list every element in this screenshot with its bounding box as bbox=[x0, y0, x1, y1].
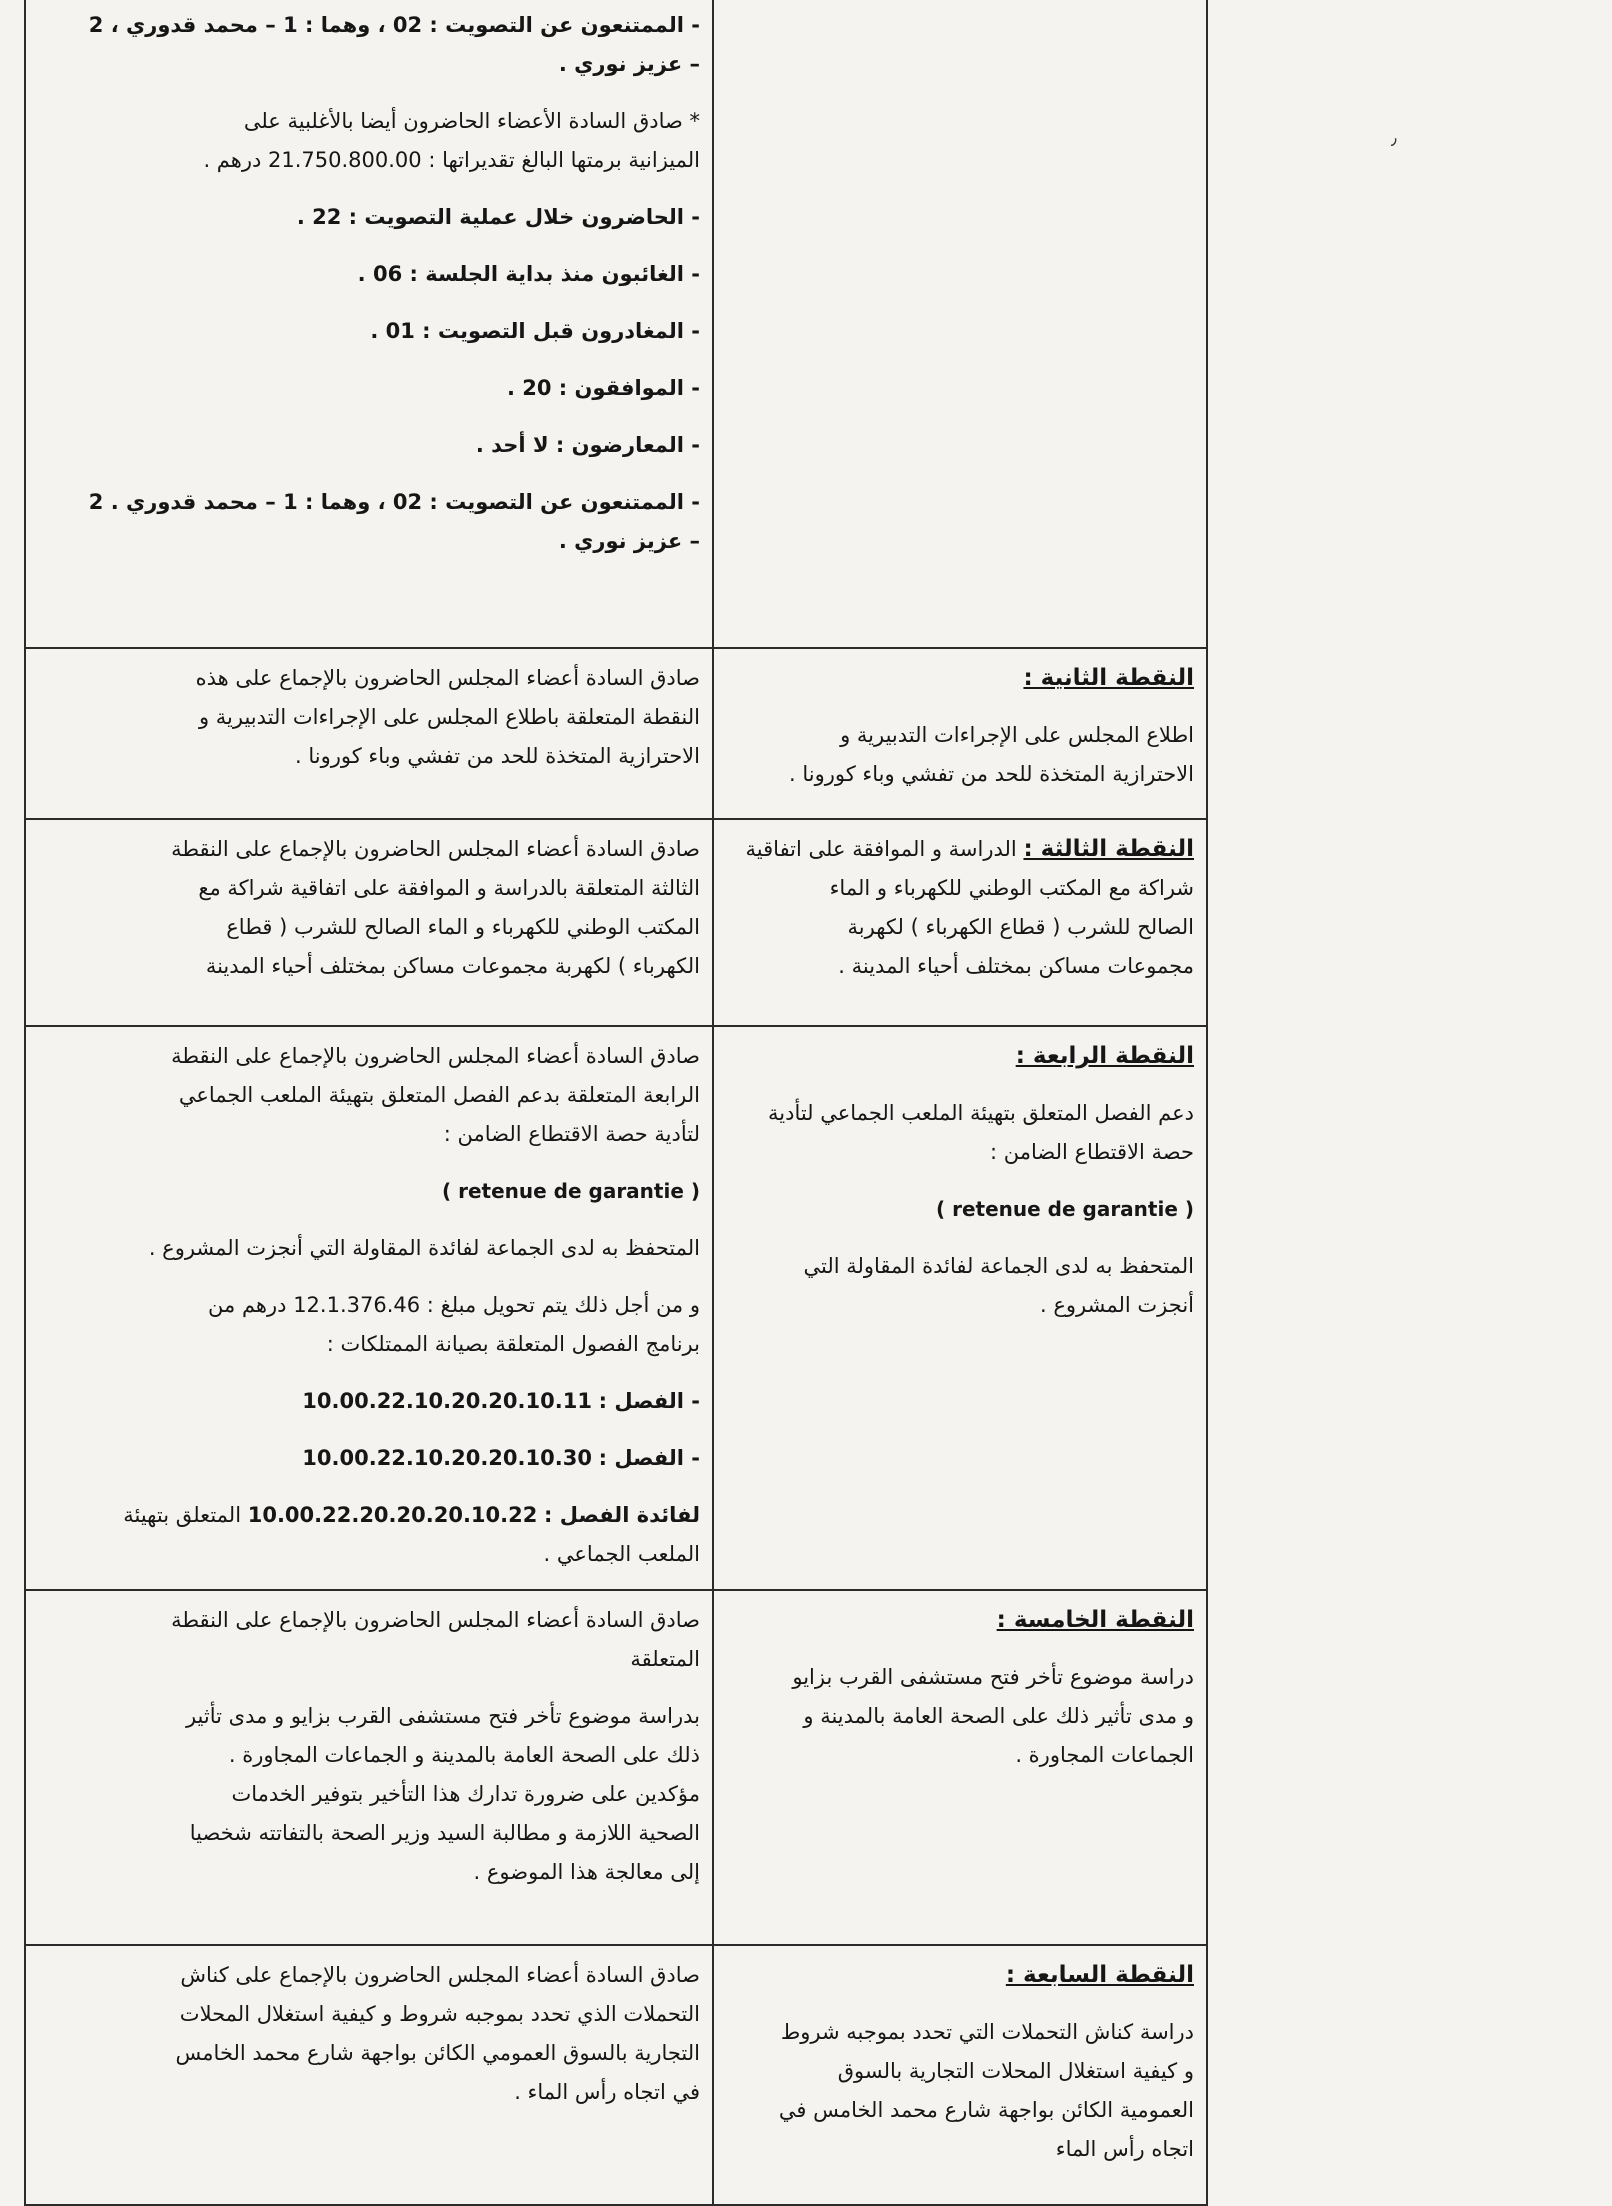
decision-cell bbox=[25, 1590, 713, 1945]
decision-line: - الغائبون منذ بداية الجلسة : 06 . bbox=[357, 262, 700, 286]
decision-line: برنامج الفصول المتعلقة بصيانة الممتلكات : bbox=[326, 1332, 700, 1356]
french-term: ( retenue de garantie ) bbox=[936, 1197, 1194, 1221]
decision-line: إلى معالجة هذا الموضوع . bbox=[473, 1860, 700, 1884]
decision-line: – عزيز نوري . bbox=[558, 529, 700, 553]
decision-line: التحملات الذي تحدد بموجبه شروط و كيفية استغلال المحلات bbox=[179, 2002, 700, 2026]
benefit-label: لفائدة الفصل : bbox=[544, 1503, 700, 1527]
decision-line: * صادق السادة الأعضاء الحاضرون أيضا بالأغلبية على bbox=[243, 109, 700, 133]
point-line: و مدى تأثير ذلك على الصحة العامة بالمدينة و bbox=[803, 1704, 1194, 1728]
decision-line: بدراسة موضوع تأخر فتح مستشفى القرب بزايو و مدى تأثير bbox=[185, 1704, 700, 1728]
table-row bbox=[25, 1945, 1207, 2205]
point-line: حصة الاقتطاع الضامن : bbox=[990, 1140, 1194, 1164]
point-line: مجموعات مساكن بمختلف أحياء المدينة . bbox=[838, 954, 1194, 978]
table-row bbox=[25, 648, 1207, 819]
decision-line: و من أجل ذلك يتم تحويل مبلغ : 12.1.376.46 درهم من bbox=[208, 1293, 700, 1317]
decision-cell bbox=[25, 1945, 713, 2205]
point-line: أنجزت المشروع . bbox=[1040, 1293, 1194, 1317]
decision-line: - الحاضرون خلال عملية التصويت : 22 . bbox=[296, 205, 700, 229]
chapter-label: - الفصل : bbox=[598, 1446, 700, 1470]
chapter-label: - الفصل : bbox=[598, 1389, 700, 1413]
table-row bbox=[25, 1026, 1207, 1590]
point-cell bbox=[713, 0, 1207, 648]
point-line: شراكة مع المكتب الوطني للكهرباء و الماء bbox=[829, 876, 1194, 900]
decision-cell bbox=[25, 819, 713, 1026]
decision-line: مؤكدين على ضرورة تدارك هذا التأخير بتوفير الخدمات bbox=[231, 1782, 700, 1806]
decision-line: - الممتنعون عن التصويت : 02 ، وهما : 1 – محمد قدوري . 2 bbox=[88, 490, 700, 514]
chapter-code: 10.00.22.10.20.20.10.11 bbox=[302, 1389, 592, 1413]
point-title: النقطة الثانية : bbox=[1023, 665, 1194, 691]
point-line: دراسة موضوع تأخر فتح مستشفى القرب بزايو bbox=[792, 1665, 1194, 1689]
decision-line: الثالثة المتعلقة بالدراسة و الموافقة على اتفاقية شراكة مع bbox=[198, 876, 700, 900]
decision-line: - الموافقون : 20 . bbox=[506, 376, 700, 400]
point-line: الدراسة و الموافقة على اتفاقية bbox=[745, 837, 1017, 861]
decision-line: التجارية بالسوق العمومي الكائن بواجهة شارع محمد الخامس bbox=[175, 2041, 700, 2065]
point-title: النقطة الرابعة : bbox=[1015, 1043, 1194, 1069]
french-term: ( retenue de garantie ) bbox=[442, 1179, 700, 1203]
decision-line: الملعب الجماعي . bbox=[543, 1542, 700, 1566]
decision-line: ذلك على الصحة العامة بالمدينة و الجماعات المجاورة . bbox=[228, 1743, 700, 1767]
point-line: دراسة كناش التحملات التي تحدد بموجبه شروط bbox=[780, 2020, 1194, 2044]
point-cell bbox=[713, 1026, 1207, 1590]
chapter-code: 10.00.22.10.20.20.10.30 bbox=[302, 1446, 592, 1470]
point-title: النقطة الخامسة : bbox=[996, 1607, 1194, 1633]
decision-line: صادق السادة أعضاء المجلس الحاضرون بالإجماع على النقطة bbox=[171, 1044, 700, 1068]
decision-line: الكهرباء ) لكهربة مجموعات مساكن بمختلف أحياء المدينة bbox=[205, 954, 700, 978]
decision-line: – عزيز نوري . bbox=[558, 52, 700, 76]
point-line: الصالح للشرب ( قطاع الكهرباء ) لكهربة bbox=[847, 915, 1194, 939]
point-title: النقطة الثالثة : bbox=[1023, 836, 1194, 862]
point-line: دعم الفصل المتعلق بتهيئة الملعب الجماعي لتأدية bbox=[767, 1101, 1194, 1125]
table-row bbox=[25, 0, 1207, 648]
point-line: الاحترازية المتخذة للحد من تفشي وباء كورونا . bbox=[789, 762, 1194, 786]
point-line: الجماعات المجاورة . bbox=[1015, 1743, 1194, 1767]
decision-line: المكتب الوطني للكهرباء و الماء الصالح للشرب ( قطاع bbox=[226, 915, 700, 939]
point-cell bbox=[713, 1945, 1207, 2205]
minutes-table bbox=[24, 0, 1208, 2206]
decision-line: صادق السادة أعضاء المجلس الحاضرون بالإجماع على هذه bbox=[195, 666, 700, 690]
point-line: المتحفظ به لدى الجماعة لفائدة المقاولة التي bbox=[803, 1254, 1194, 1278]
decision-line: المتعلق بتهيئة bbox=[123, 1503, 242, 1527]
point-line: و كيفية استغلال المحلات التجارية بالسوق bbox=[837, 2059, 1194, 2083]
decision-line: الرابعة المتعلقة بدعم الفصل المتعلق بتهيئة الملعب الجماعي bbox=[178, 1083, 700, 1107]
decision-line: المتعلقة bbox=[630, 1647, 700, 1671]
decision-line: الميزانية برمتها البالغ تقديراتها : 21.750.800.00 درهم . bbox=[203, 148, 700, 172]
decision-line: الاحترازية المتخذة للحد من تفشي وباء كورونا . bbox=[295, 744, 700, 768]
point-line: اطلاع المجلس على الإجراءات التدبيرية و bbox=[840, 723, 1194, 747]
decision-line: المتحفظ به لدى الجماعة لفائدة المقاولة التي أنجزت المشروع . bbox=[148, 1236, 700, 1260]
point-title: النقطة السابعة : bbox=[1005, 1962, 1194, 1988]
decision-cell bbox=[25, 1026, 713, 1590]
decision-line: لتأدية حصة الاقتطاع الضامن : bbox=[443, 1122, 700, 1146]
decision-line: صادق السادة أعضاء المجلس الحاضرون بالإجماع على كناش bbox=[180, 1963, 700, 1987]
point-line: اتجاه رأس الماء bbox=[1055, 2137, 1194, 2161]
decision-line: النقطة المتعلقة باطلاع المجلس على الإجراءات التدبيرية و bbox=[198, 705, 700, 729]
decision-line: الصحية اللازمة و مطالبة السيد وزير الصحة بالتفاتته شخصيا bbox=[189, 1821, 700, 1845]
point-line: العمومية الكائن بواجهة شارع محمد الخامس في bbox=[778, 2098, 1194, 2122]
point-cell bbox=[713, 1590, 1207, 1945]
decision-line: في اتجاه رأس الماء . bbox=[514, 2080, 700, 2104]
decision-cell bbox=[25, 648, 713, 819]
decision-line: - المغادرون قبل التصويت : 01 . bbox=[370, 319, 700, 343]
benefit-code: 10.00.22.20.20.20.10.22 bbox=[247, 1503, 538, 1527]
decision-line: صادق السادة أعضاء المجلس الحاضرون بالإجماع على النقطة bbox=[171, 1608, 700, 1632]
table-row bbox=[25, 819, 1207, 1026]
decision-line: - المعارضون : لا أحد . bbox=[475, 433, 700, 457]
point-cell bbox=[713, 819, 1207, 1026]
decision-cell bbox=[25, 0, 713, 648]
margin-mark: ٫ bbox=[1391, 128, 1397, 149]
point-cell bbox=[713, 648, 1207, 819]
decision-line: - الممتنعون عن التصويت : 02 ، وهما : 1 – محمد قدوري ، 2 bbox=[88, 13, 700, 37]
table-row bbox=[25, 1590, 1207, 1945]
decision-line: صادق السادة أعضاء المجلس الحاضرون بالإجماع على النقطة bbox=[171, 837, 700, 861]
